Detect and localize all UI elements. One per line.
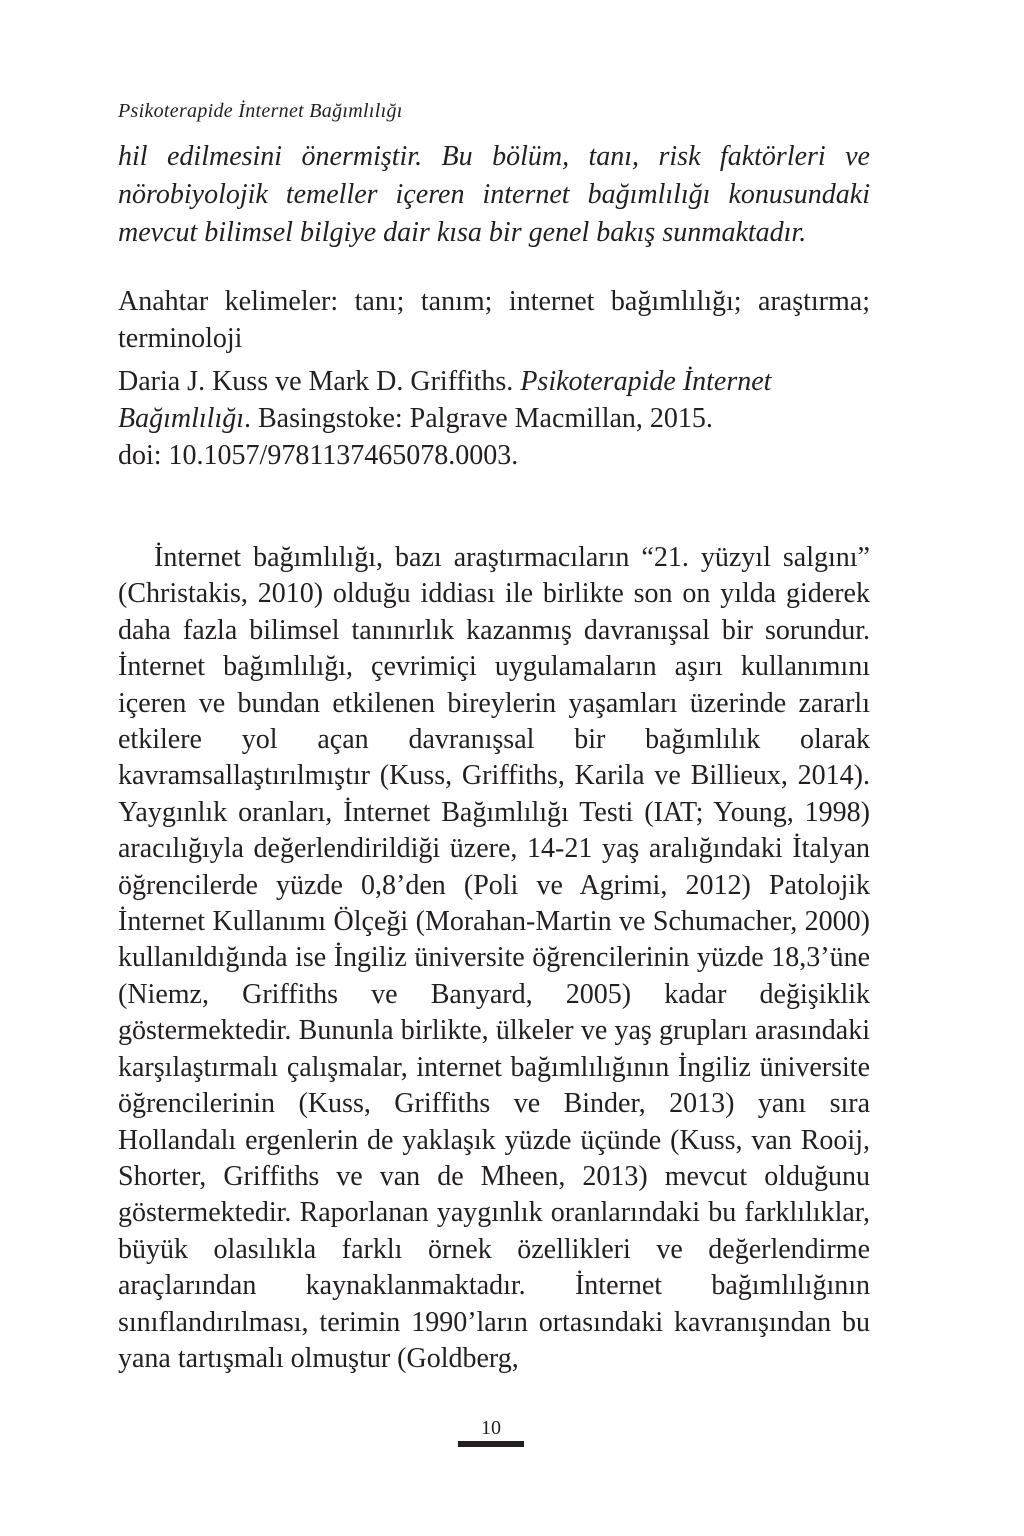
citation-book-title: Psikoterapide İnternet Bağımlılığı xyxy=(118,366,772,434)
abstract-text: hil edilmesini önermiştir. Bu bölüm, tanı, risk faktörleri ve nörobiyolojik temeller içeren internet bağımlılığı konusundaki mevcut bilimsel bilgiye dair kısa bir genel bakış sunmaktadır. xyxy=(118,141,870,248)
page-footer xyxy=(458,1416,524,1447)
keywords-line: Anahtar kelimeler: tanı; tanım; internet bağımlılığı; araştırma; terminoloji xyxy=(118,286,870,354)
running-header: Psikoterapide İnternet Bağımlılığı xyxy=(118,100,403,122)
citation-authors: Daria J. Kuss ve Mark D. Griffiths. xyxy=(118,366,521,397)
page-number: 10 xyxy=(481,1417,501,1439)
body-paragraph: İnternet bağımlılığı, bazı araştırmacıların “21. yüzyıl salgını” (Christakis, 2010) olduğu iddiası ile birlikte son on yılda giderek daha fazla bilimsel tanınırlık kazanmış davranışsal bir sorundur. İnternet bağımlılığı, çevrimiçi uygulamaların aşırı kullanımını içeren ve bundan etkilenen bireylerin yaşamları üzerinde zararlı etkilere yol açan davranışsal bir bağımlılık olarak kavramsallaştırılmıştır (Kuss, Griffiths, Karila ve Billieux, 2014). Yaygınlık oranları, İnternet Bağımlılığı Testi (IAT; Young, 1998) aracılığıyla değerlendirildiği üzere, 14-21 yaş aralığındaki İtalyan öğrencilerde yüzde 0,8’den (Poli ve Agrimi, 2012) Patolojik İnternet Kullanımı Ölçeği (Morahan-Martin ve Schumacher, 2000) kullanıldığında ise İngiliz üniversite öğrencilerinin yüzde 18,3’üne (Niemz, Griffiths ve Banyard, 2005) kadar değişiklik göstermektedir. Bununla birlikte, ülkeler ve yaş grupları arasındaki karşılaştırmalı çalışmalar, internet bağımlılığının İngiliz üniversite öğrencilerinin (Kuss, Griffiths ve Binder, 2013) yanı sıra Hollandalı ergenlerin de yaklaşık yüzde üçünde (Kuss, van Rooij, Shorter, Griffiths ve van de Mheen, 2013) mevcut olduğunu göstermektedir. Raporlanan yaygınlık oranlarındaki bu farklılıklar, büyük olasılıkla farklı örnek özellikleri ve değerlendirme araçlarından kaynaklanmaktadır. İnternet bağımlılığının sınıflandırılması, terimin 1990’ların ortasındaki kavranışından bu yana tartışmalı olmuştur (Goldberg, xyxy=(118,542,870,1374)
citation-publisher: . Basingstoke: Palgrave Macmillan, 2015. xyxy=(244,403,713,434)
footer-rule xyxy=(458,1441,524,1447)
citation-doi: doi: 10.1057/9781137465078.0003. xyxy=(118,440,519,471)
citation-block xyxy=(118,363,870,474)
body-text xyxy=(118,540,870,1377)
